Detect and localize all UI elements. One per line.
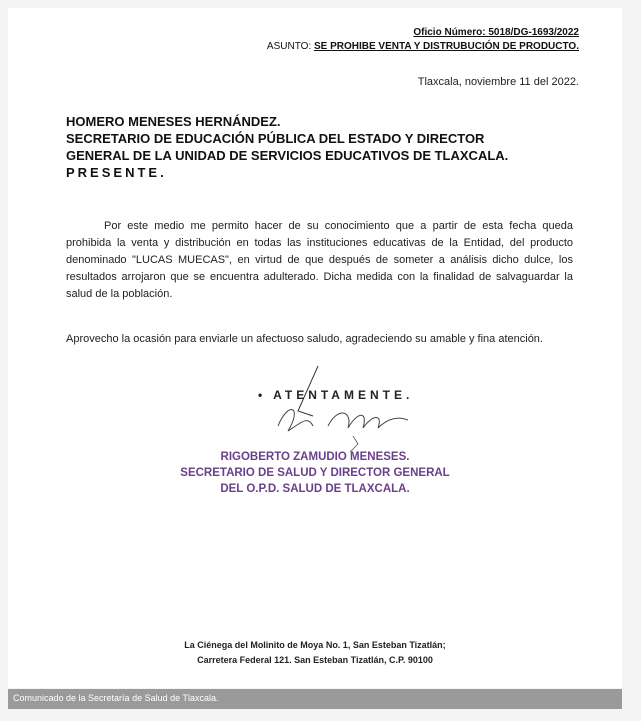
recipient-title-line2: GENERAL DE LA UNIDAD DE SERVICIOS EDUCATIVOS DE TLAXCALA. [66, 148, 509, 163]
asunto-label: ASUNTO: [266, 41, 314, 52]
recipient-title-line1: SECRETARIO DE EDUCACIÓN PÚBLICA DEL ESTADO Y DIRECTOR [66, 131, 485, 146]
document-page [8, 8, 622, 688]
signer-block [8, 449, 622, 497]
footer-line1: La Ciénega del Molinito de Moya No. 1, San Esteban Tizatlán; [184, 640, 446, 650]
signer-title-line1: SECRETARIO DE SALUD Y DIRECTOR GENERAL [180, 467, 450, 479]
caption-text: Comunicado de la Secretaría de Salud de Tlaxcala. [13, 693, 219, 703]
reference-block [267, 26, 579, 54]
footer-address [8, 638, 622, 668]
salutation: • ATENTAMENTE. [258, 388, 414, 402]
asunto-text: SE PROHIBE VENTA Y DISTRUBUCIÓN DE PRODUCTO. [313, 41, 579, 52]
body-paragraph: Por este medio me permito hacer de su conocimiento que a partir de esta fecha queda prohibida la venta y distribución en todas las instituciones educativas de la Entidad, del producto denominado "LUCAS MUECAS", en virtud de que después de someter a análisis dicho dulce, los resultados arrojaron que se encuentra adulterado. Dicha medida con la finalidad de salvaguardar la salud de la población. [66, 220, 573, 300]
recipient-name: HOMERO MENESES HERNÁNDEZ. [66, 114, 281, 129]
recipient-block [66, 113, 508, 181]
caption-bar [8, 689, 622, 709]
closing-paragraph: Aprovecho la ocasión para enviarle un afectuoso saludo, agradeciendo su amable y fina atención. [66, 333, 543, 345]
signer-title-line2: DEL O.P.D. SALUD DE TLAXCALA. [220, 483, 410, 495]
handwritten-signature [258, 356, 428, 456]
presente-line: PRESENTE. [66, 165, 167, 180]
signer-name: RIGOBERTO ZAMUDIO MENESES. [220, 451, 410, 463]
oficio-number: Oficio Número: 5018/DG-1693/2022 [413, 27, 579, 38]
asunto-line [267, 40, 579, 54]
footer-line2: Carretera Federal 121. San Esteban Tizatlán, C.P. 90100 [197, 655, 433, 665]
date-line: Tlaxcala, noviembre 11 del 2022. [417, 76, 579, 88]
